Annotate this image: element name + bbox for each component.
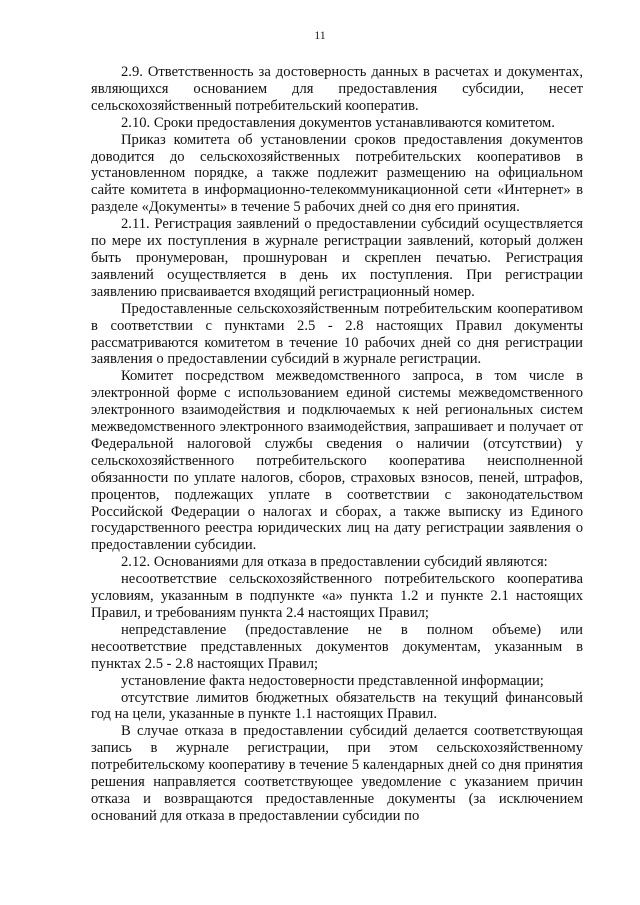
paragraph-committee-order: Приказ комитета об установлении сроков предоставления документов доводится до сельскохозяйственных потребительских кооперативов в установленном порядке, а также подлежит размещению на официальном сайте комитета в информационно-телекоммуникационной сети «Интернет» в разделе «Документы» в течение 5 рабочих дней со дня его принятия. xyxy=(91,131,583,216)
paragraph-refusal-procedure: В случае отказа в предоставлении субсидий делается соответствующая запись в журнале регистрации, при этом сельскохозяйственному потребительскому кооперативу в течение 5 календарных дней со дня принятия решения направляется соответствующее уведомление с указанием причин отказа и возвращаются предоставленные документы (за исключением оснований для отказа в предоставлении субсидии по xyxy=(91,723,583,824)
paragraph-2-11: 2.11. Регистрация заявлений о предоставлении субсидий осуществляется по мере их поступления в журнале регистрации заявлений, который должен быть пронумерован, прошнурован и скреплен печатью. Регистрация заявлений осуществляется в день их поступления. При регистрации заявлению присваивается входящий регистрационный номер. xyxy=(91,216,583,300)
paragraph-documents-review: Предоставленные сельскохозяйственным потребительским кооперативом в соответствии с пунктами 2.5 - 2.8 настоящих Правил документы рассматриваются комитетом в течение 10 рабочих дней со дня регистрации заявления о предоставлении субсидий в журнале регистрации. xyxy=(91,300,583,368)
page-number: 11 xyxy=(314,28,326,42)
paragraph-2-10: 2.10. Сроки предоставления документов устанавливаются комитетом. xyxy=(121,114,555,131)
paragraph-2-9: 2.9. Ответственность за достоверность данных в расчетах и документах, являющихся основанием для предоставления субсидии, несет сельскохозяйственный потребительский кооператив. xyxy=(91,64,583,114)
list-item-incomplete-documents: непредставление (предоставление не в полном объеме) или несоответствие представленных документов документам, указанным в пунктах 2.5 - 2.8 настоящих Правил; xyxy=(91,621,583,672)
list-item-no-budget-limits: отсутствие лимитов бюджетных обязательств на текущий финансовый год на цели, указанные в пункте 1.1 настоящих Правил. xyxy=(91,689,583,723)
list-item-false-information: установление факта недостоверности представленной информации; xyxy=(121,672,544,689)
paragraph-interagency-request: Комитет посредством межведомственного запроса, в том числе в электронной форме с использованием единой системы межведомственного электронного взаимодействия и подключаемых к ней региональных систем межведомственного электронного взаимодействия, запрашивает и получает от Федеральной налоговой службы сведения о наличии (отсутствии) у сельскохозяйственного потребительского кооператива неисполненной обязанности по уплате налогов, сборов, страховых взносов, пеней, штрафов, процентов, подлежащих уплате в соответствии с законодательством Российской Федерации о налогах и сборах, а также выписку из Единого государственного реестра юридических лиц на дату регистрации заявления о предоставлении субсидии. xyxy=(91,368,583,554)
document-body xyxy=(91,64,583,825)
list-item-nonconformity: несоответствие сельскохозяйственного потребительского кооператива условиям, указанным в подпункте «а» пункта 1.2 и пункте 2.1 настоящих Правил, и требованиям пункта 2.4 настоящих Правил; xyxy=(91,571,583,621)
paragraph-2-12: 2.12. Основаниями для отказа в предоставлении субсидий являются: xyxy=(121,554,548,571)
